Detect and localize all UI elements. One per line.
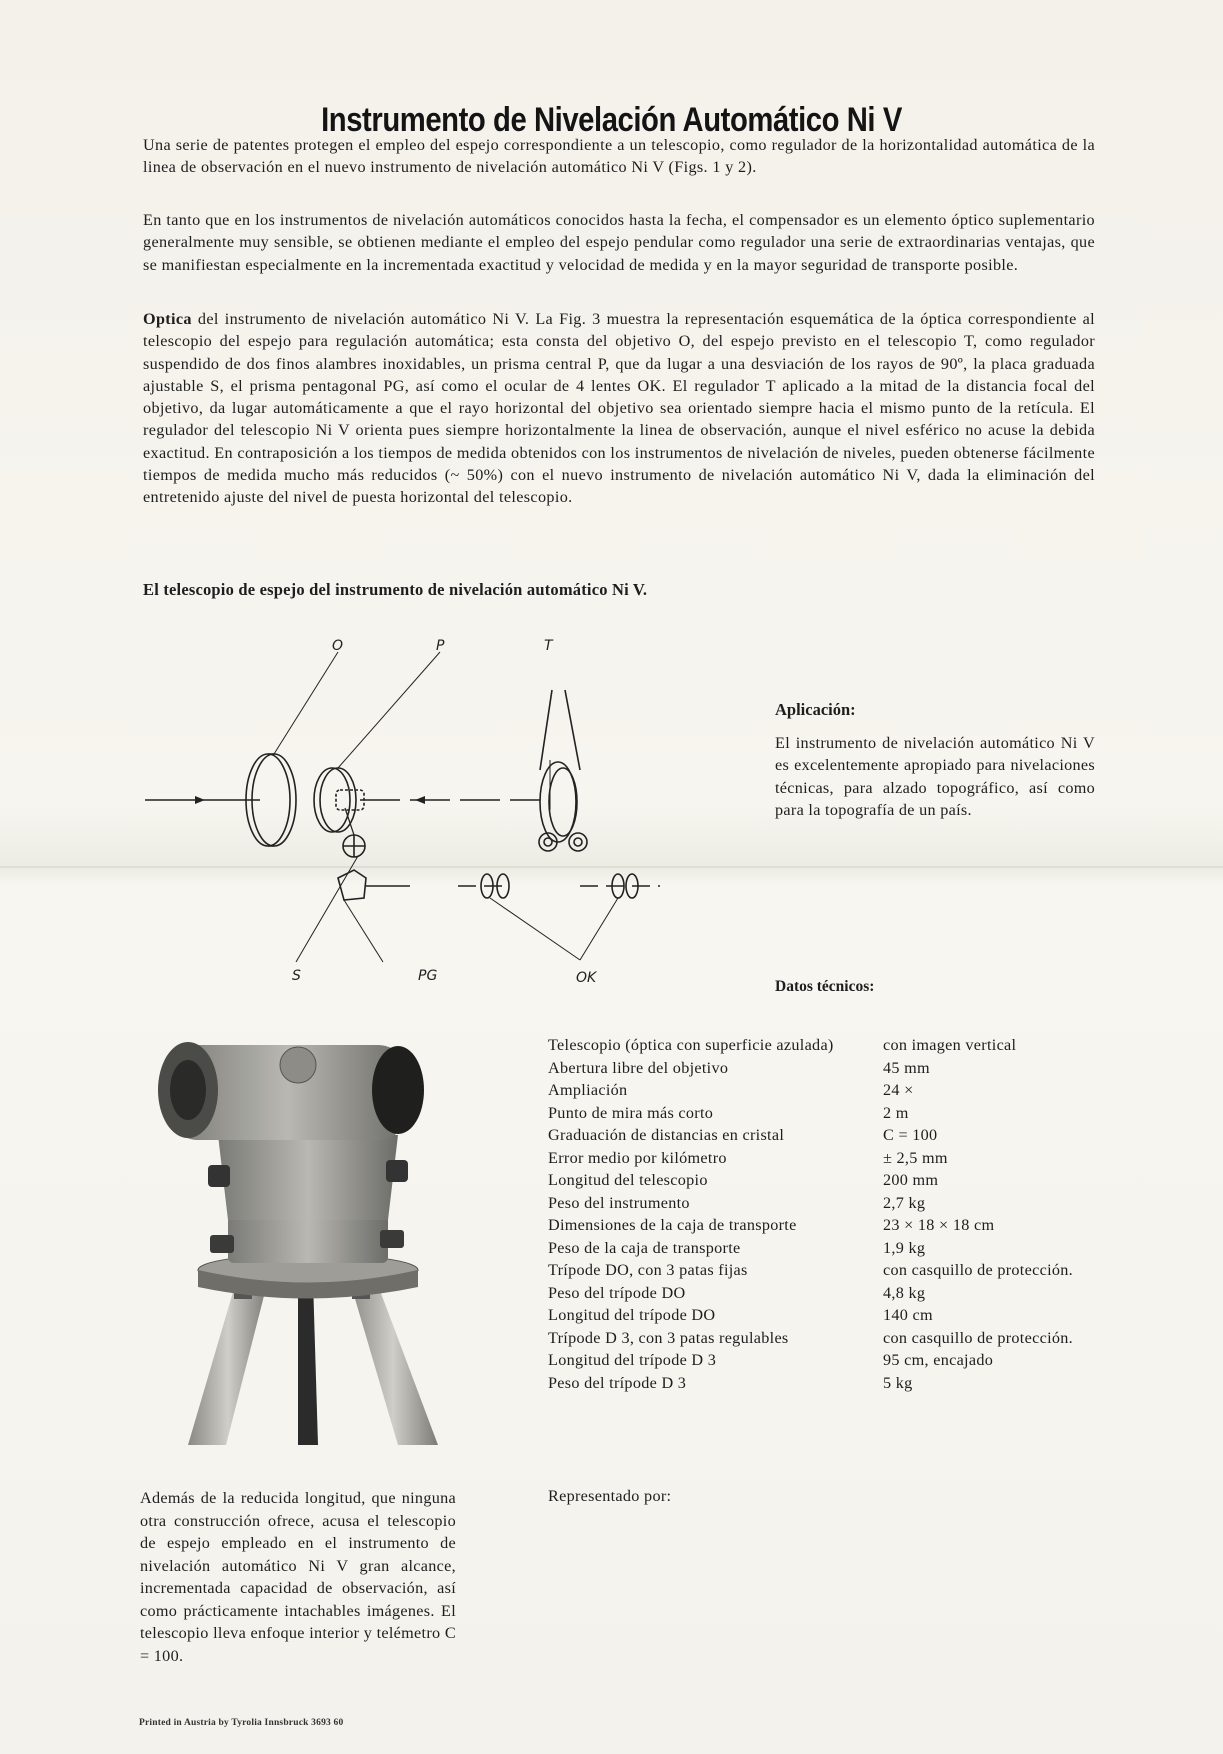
side-knob bbox=[386, 1160, 408, 1182]
spec-row bbox=[548, 1282, 1103, 1305]
spec-value: 23 × 18 × 18 cm bbox=[883, 1216, 995, 1234]
regulator-mirror-t bbox=[539, 690, 587, 851]
pentagonal-prism-pg bbox=[338, 870, 366, 900]
objective-glass bbox=[170, 1060, 206, 1120]
printer-footer: Printed in Austria by Tyrolia Innsbruck 3693 60 bbox=[139, 1718, 344, 1728]
top-dome bbox=[280, 1047, 316, 1083]
spec-row bbox=[548, 1349, 1103, 1372]
technical-data-table bbox=[548, 1034, 1103, 1394]
central-prism-p bbox=[314, 768, 364, 832]
aplicacion-text: El instrumento de nivelación automático Ni V es excelentemente apropiado para nivelaciones técnicas, para alzado topográfico, así como para la topografía de un país. bbox=[775, 734, 1095, 819]
spec-value: con casquillo de protección. bbox=[883, 1261, 1073, 1279]
spec-row bbox=[548, 1034, 1103, 1057]
diagram-heading: El telescopio de espejo del instrumento de nivelación automático Ni V. bbox=[143, 580, 648, 599]
spec-label: Longitud del telescopio bbox=[548, 1171, 708, 1189]
instrument-photo bbox=[148, 1025, 448, 1445]
instrument-body bbox=[218, 1135, 398, 1220]
label-t: T bbox=[544, 638, 553, 654]
leveling-base bbox=[228, 1215, 388, 1263]
spec-label: Ampliación bbox=[548, 1081, 628, 1099]
label-p: P bbox=[436, 638, 445, 654]
label-pg: PG bbox=[418, 968, 438, 984]
spec-row bbox=[548, 1192, 1103, 1215]
ray-arrow-2 bbox=[415, 796, 425, 804]
spec-row bbox=[548, 1102, 1103, 1125]
spec-label: Peso del trípode DO bbox=[548, 1283, 686, 1302]
label-o: O bbox=[332, 638, 344, 654]
spec-value: ± 2,5 mm bbox=[883, 1148, 948, 1167]
spec-value: 5 kg bbox=[883, 1373, 913, 1392]
spec-label: Peso del trípode D 3 bbox=[548, 1373, 687, 1392]
spec-label: Dimensiones de la caja de transporte bbox=[548, 1216, 797, 1234]
spec-label: Punto de mira más corto bbox=[548, 1103, 714, 1122]
spec-row bbox=[548, 1237, 1103, 1260]
spec-value: 24 × bbox=[883, 1081, 914, 1099]
page-title: Instrumento de Nivelación Automático Ni V bbox=[321, 100, 902, 139]
telescope-advantages-text: Además de la reducida longitud, que ninguna otra construcción ofrece, acusa el telescopio de espejo empleado en el instrumento de nivelación automático Ni V gran alcance, incrementada capacidad de observación, así como prácticamente intachables imágenes. El telescopio lleva enfoque interior y telémetro C = 100. bbox=[140, 1489, 456, 1665]
spec-row bbox=[548, 1169, 1103, 1192]
spec-label: Error medio por kilómetro bbox=[548, 1148, 727, 1167]
optics-lead-word: Optica bbox=[143, 310, 192, 328]
focus-knob bbox=[208, 1165, 230, 1187]
spec-label: Trípode D 3, con 3 patas regulables bbox=[548, 1328, 789, 1347]
intro-paragraph-1: Una serie de patentes protegen el empleo del espejo correspondiente a un telescopio, como regulador de la horizontalidad automática de la linea de observación en el nuevo instrumento de nivelación automático Ni V (Figs. 1 y 2). bbox=[143, 136, 1095, 177]
optics-paragraph bbox=[143, 308, 1095, 509]
spec-row bbox=[548, 1327, 1103, 1350]
spec-value: 200 mm bbox=[883, 1171, 939, 1189]
spec-label: Longitud del trípode DO bbox=[548, 1306, 716, 1324]
spec-row bbox=[548, 1124, 1103, 1147]
spec-row bbox=[548, 1147, 1103, 1170]
footscrew-left bbox=[210, 1235, 234, 1253]
footscrew-right bbox=[380, 1230, 404, 1248]
optical-schematic-diagram bbox=[140, 630, 740, 1000]
spec-label: Peso del instrumento bbox=[548, 1193, 690, 1212]
spec-value: con imagen vertical bbox=[883, 1036, 1017, 1054]
spec-label: Peso de la caja de transporte bbox=[548, 1238, 741, 1257]
spec-row bbox=[548, 1057, 1103, 1080]
ray-arrow bbox=[195, 796, 205, 804]
tripod-leg-left bbox=[188, 1275, 268, 1445]
spec-row bbox=[548, 1259, 1103, 1282]
tripod-leg-center bbox=[298, 1280, 318, 1445]
spec-value: 2 m bbox=[883, 1103, 909, 1122]
spec-label: Telescopio (óptica con superficie azulada) bbox=[548, 1036, 834, 1054]
spec-row bbox=[548, 1079, 1103, 1102]
label-s: S bbox=[292, 968, 301, 984]
tripod-leg-right bbox=[348, 1275, 438, 1445]
label-ok: OK bbox=[576, 970, 597, 986]
spec-value: 4,8 kg bbox=[883, 1283, 926, 1302]
spec-label: Abertura libre del objetivo bbox=[548, 1058, 729, 1077]
spec-value: con casquillo de protección. bbox=[883, 1328, 1073, 1347]
spec-value: 140 cm bbox=[883, 1306, 933, 1324]
intro-paragraph-2: En tanto que en los instrumentos de nivelación automáticos conocidos hasta la fecha, el compensador es un elemento óptico suplementario generalmente muy sensible, se obtienen mediante el empleo del espejo pendular como regulador una serie de extraordinarias ventajas, que se manifiestan especialmente en la incrementada exactitud y velocidad de medida y en la mayor seguridad de transporte posible. bbox=[143, 211, 1095, 274]
datos-tecnicos-heading: Datos técnicos: bbox=[775, 978, 875, 995]
spec-row bbox=[548, 1372, 1103, 1395]
spec-row bbox=[548, 1304, 1103, 1327]
spec-value: 1,9 kg bbox=[883, 1238, 926, 1257]
representado-label: Representado por: bbox=[548, 1487, 672, 1505]
spec-value: C = 100 bbox=[883, 1126, 938, 1144]
aplicacion-heading: Aplicación: bbox=[775, 700, 856, 719]
spec-label: Graduación de distancias en cristal bbox=[548, 1126, 785, 1144]
spec-label: Trípode DO, con 3 patas fijas bbox=[548, 1261, 748, 1279]
spec-label: Longitud del trípode D 3 bbox=[548, 1351, 717, 1369]
optics-paragraph-text: del instrumento de nivelación automático Ni V. La Fig. 3 muestra la representación esquemática de la óptica correspondiente al telescopio del espejo para regulación automática; esta consta del objetivo O, del espejo previsto en el telescopio T, como regulador suspendido de dos finos alambres inoxidables, un prisma central P, que da lugar a una desviación de los rayos de 90º, la placa graduada ajustable S, el prisma pentagonal PG, así como el ocular de 4 lentes OK. El regulador T aplicado a la mitad de la distancia focal del objetivo, da lugar automáticamente a que el rayo horizontal del objetivo sea orientado siempre hacia el mismo punto de la retícula. El regulador del telescopio Ni V orienta pues siempre horizontalmente la linea de observación, aunque el nivel esférico no acuse la debida exactitud. En contraposición a los tiempos de medida obtenidos con los instrumentos de nivelación de niveles, pueden obtenerse fácilmente tiempos de medida mucho más reducidos (~ 50%) con el nuevo instrumento de nivelación automático Ni V, dada la eliminación del entretenido ajuste del nivel de puesta horizontal del telescopio. bbox=[143, 310, 1096, 507]
spec-value: 95 cm, encajado bbox=[883, 1351, 994, 1369]
spec-value: 2,7 kg bbox=[883, 1193, 926, 1212]
spec-row bbox=[548, 1214, 1103, 1237]
eyepiece-end bbox=[372, 1046, 424, 1134]
spec-value: 45 mm bbox=[883, 1058, 930, 1077]
